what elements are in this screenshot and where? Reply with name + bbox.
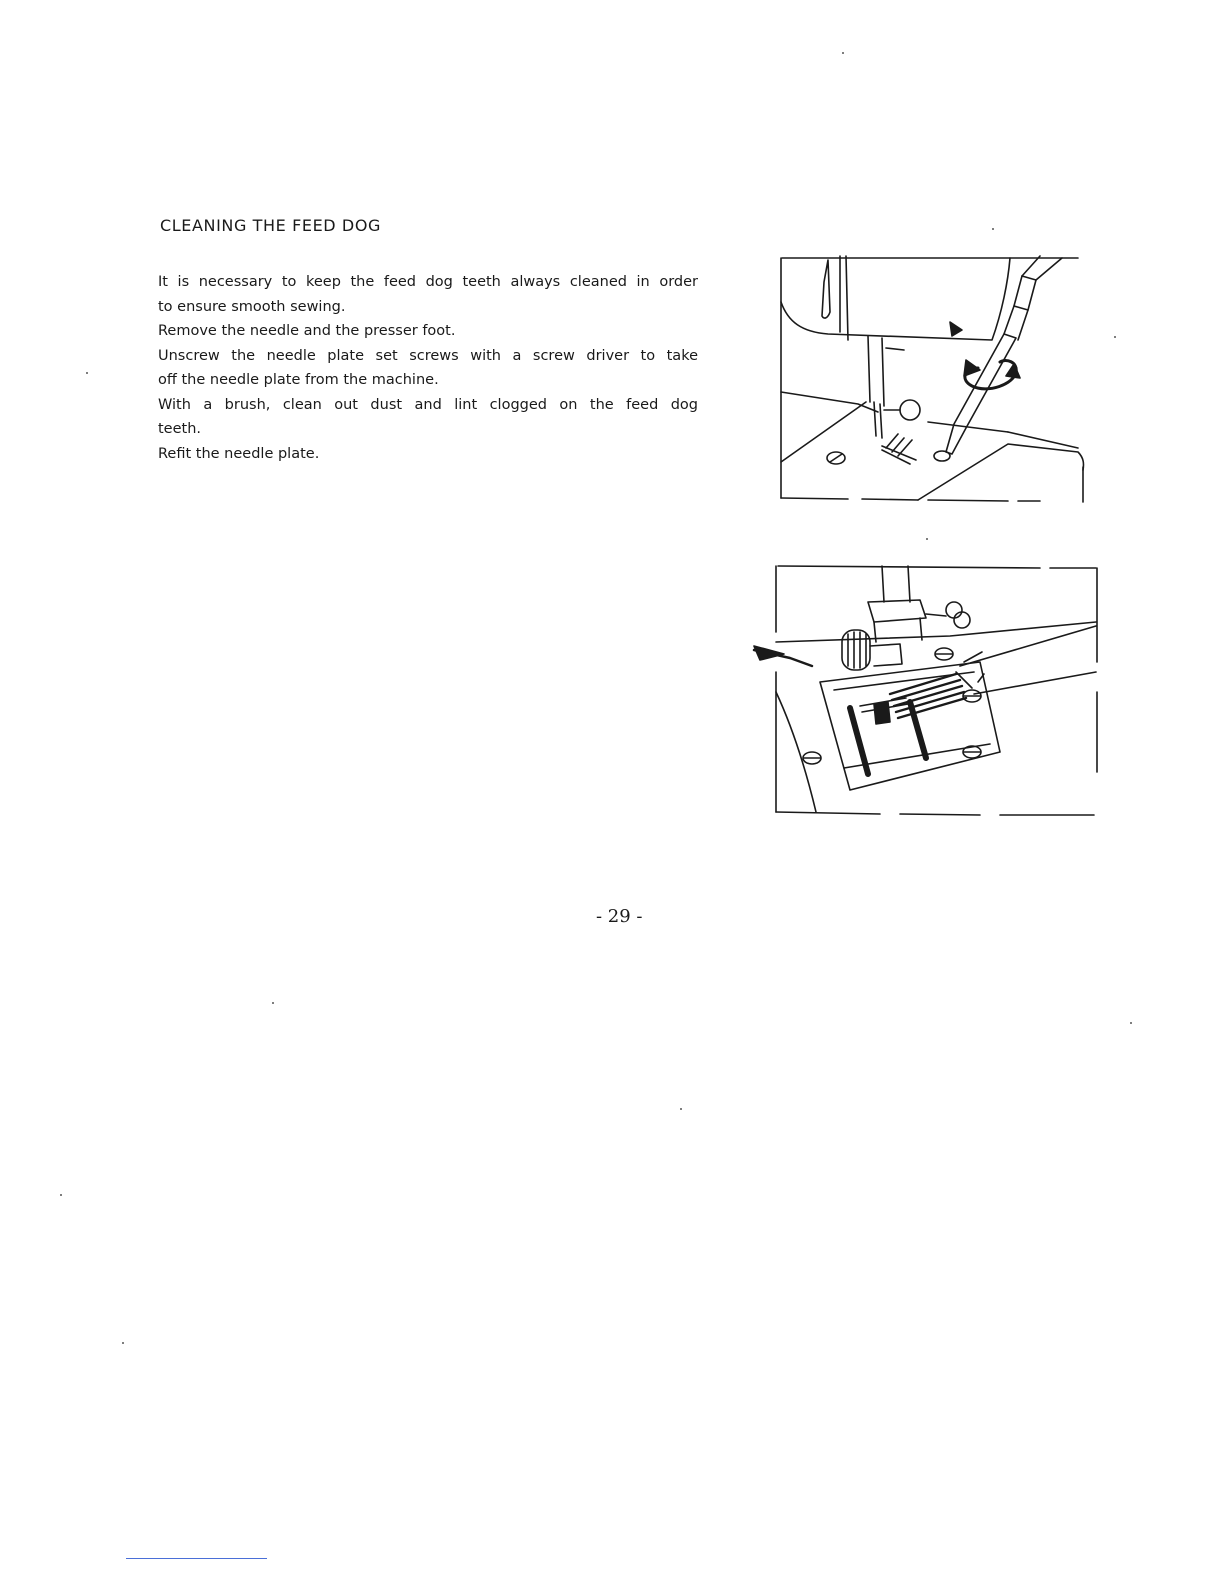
screwdriver-illustration (778, 252, 1104, 514)
scan-speck (992, 228, 994, 230)
text-line-1: It is necessary to keep the feed dog teeth always cleaned in order (158, 274, 698, 290)
scan-speck (272, 1002, 274, 1004)
scan-speck (60, 1194, 62, 1196)
brush-illustration (750, 562, 1100, 820)
scan-speck (1130, 1022, 1132, 1024)
scan-speck (86, 372, 88, 374)
scan-speck (680, 1108, 682, 1110)
scan-speck (122, 1342, 124, 1344)
page-number: - 29 - (596, 906, 643, 927)
instruction-text (158, 270, 698, 466)
text-line-2: to ensure smooth sewing. (158, 298, 346, 315)
section-heading: CLEANING THE FEED DOG (160, 216, 382, 235)
text-line-7: teeth. (158, 421, 202, 437)
text-line-5: off the needle plate from the machine. (158, 372, 439, 388)
text-line-3: Remove the needle and the presser foot. (158, 323, 456, 339)
text-line-8: Refit the needle plate. (158, 445, 320, 462)
scan-speck (842, 52, 844, 54)
text-line-4: Unscrew the needle plate set screws with a screw driver to take (158, 347, 698, 364)
scan-speck (1114, 336, 1116, 338)
footer-rule (126, 1558, 267, 1559)
scan-speck (926, 538, 928, 540)
text-line-6: With a brush, clean out dust and lint clogged on the feed dog (158, 396, 698, 413)
